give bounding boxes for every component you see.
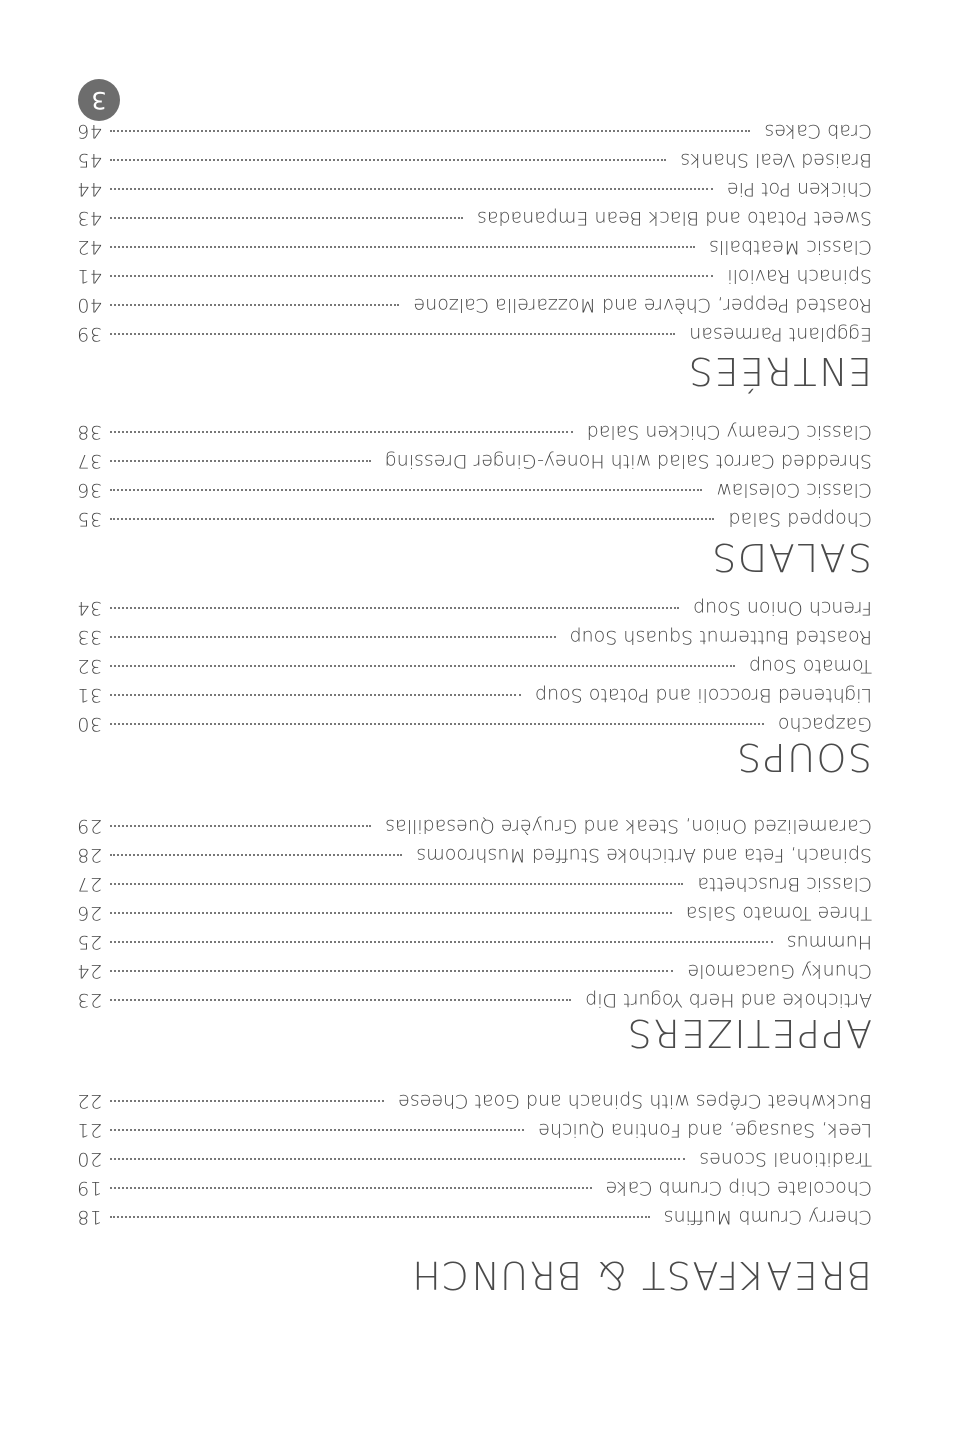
entry-title: Lightened Broccoli and Potato Soup <box>534 684 872 706</box>
dot-leader <box>110 159 666 161</box>
entry-page: 44 <box>76 178 102 200</box>
entry-page: 39 <box>76 323 102 345</box>
entry-page: 23 <box>76 989 102 1011</box>
toc-entry[interactable] <box>78 147 872 171</box>
dot-leader <box>110 941 773 943</box>
entry-title: Crab Cakes <box>764 120 872 142</box>
entry-title: Spinach, Feta and Artichoke Stuffed Mushrooms <box>416 844 872 866</box>
section-title-soups: SOUPS <box>735 735 872 779</box>
entry-page: 42 <box>76 236 102 258</box>
toc-entry[interactable] <box>78 205 872 229</box>
entry-page: 41 <box>76 265 102 287</box>
entry-page: 20 <box>76 1148 102 1170</box>
entry-title: Cherry Crumb Muffins <box>663 1206 872 1228</box>
dot-leader <box>110 636 556 638</box>
dot-leader <box>110 825 371 827</box>
toc-entry[interactable] <box>78 118 872 142</box>
toc-entry[interactable] <box>78 842 872 866</box>
toc-entry[interactable] <box>78 813 872 837</box>
toc-entry[interactable] <box>78 871 872 895</box>
toc-entry[interactable] <box>78 1175 872 1199</box>
entry-page: 33 <box>76 626 102 648</box>
entry-title: Leek, Sausage, and Fontina Quiche <box>538 1119 872 1141</box>
dot-leader <box>110 275 713 277</box>
entry-title: Eggplant Parmesan <box>689 323 872 345</box>
dot-leader <box>110 694 521 696</box>
entry-page: 46 <box>76 120 102 142</box>
entry-page: 19 <box>76 1177 102 1199</box>
entry-title: Classic Creamy Chicken Salad <box>586 421 872 443</box>
entry-page: 25 <box>76 931 102 953</box>
entry-page: 35 <box>76 508 102 530</box>
entry-title: Caramelized Onion, Steak and Gruyère Quesadillas <box>385 815 872 837</box>
toc-entry[interactable] <box>78 1146 872 1170</box>
entry-page: 34 <box>76 597 102 619</box>
dot-leader <box>110 607 679 609</box>
toc-entry[interactable] <box>78 653 872 677</box>
dot-leader <box>110 130 750 132</box>
entry-title: Shredded Carrot Salad with Honey-Ginger Dressing <box>385 450 872 472</box>
entry-page: 28 <box>76 844 102 866</box>
dot-leader <box>110 489 702 491</box>
dot-leader <box>110 883 683 885</box>
entry-title: Braised Veal Shanks <box>680 149 872 171</box>
section-title-appetizers: APPETIZERS <box>626 1011 872 1055</box>
entry-title: Gazpacho <box>777 713 872 735</box>
entry-page: 31 <box>76 684 102 706</box>
entry-page: 40 <box>76 294 102 316</box>
entry-page: 27 <box>76 873 102 895</box>
toc-entry[interactable] <box>78 900 872 924</box>
toc-entry[interactable] <box>78 1088 872 1112</box>
entry-page: 38 <box>76 421 102 443</box>
entry-page: 45 <box>76 149 102 171</box>
entry-page: 22 <box>76 1090 102 1112</box>
toc-entry[interactable] <box>78 234 872 258</box>
toc-entry[interactable] <box>78 987 872 1011</box>
entry-title: Chicken Pot Pie <box>726 178 872 200</box>
toc-entry[interactable] <box>78 682 872 706</box>
entry-title: Artichoke and Herb Yogurt Dip <box>585 989 872 1011</box>
toc-entry[interactable] <box>78 477 872 501</box>
entry-title: Roasted Butternut Squash Soup <box>569 626 872 648</box>
entry-title: Spinach Ravioli <box>727 265 872 287</box>
dot-leader <box>110 1100 384 1102</box>
section-title-salads: SALADS <box>710 535 872 579</box>
entry-title: Traditional Scones <box>699 1148 872 1170</box>
entry-page: 36 <box>76 479 102 501</box>
entry-title: Roasted Pepper, Chèvre and Mozzarella Calzone <box>413 294 872 316</box>
entry-page: 29 <box>76 815 102 837</box>
toc-entry[interactable] <box>78 1204 872 1228</box>
dot-leader <box>110 460 371 462</box>
entry-title: Chunky Guacamole <box>687 960 872 982</box>
toc-entry[interactable] <box>78 506 872 530</box>
entry-title: French Onion Soup <box>693 597 872 619</box>
dot-leader <box>110 1216 650 1218</box>
dot-leader <box>110 188 713 190</box>
dot-leader <box>110 912 672 914</box>
section-title-entrees: ENTRÉES <box>687 349 872 393</box>
entry-page: 24 <box>76 960 102 982</box>
toc-entry[interactable] <box>78 929 872 953</box>
entry-title: Three Tomato Salsa <box>685 902 872 924</box>
toc-entry[interactable] <box>78 448 872 472</box>
dot-leader <box>110 333 675 335</box>
entry-page: 21 <box>76 1119 102 1141</box>
entry-title: Classic Bruschetta <box>697 873 872 895</box>
toc-entry[interactable] <box>78 263 872 287</box>
toc-entry[interactable] <box>78 624 872 648</box>
toc-entry[interactable] <box>78 595 872 619</box>
entry-page: 30 <box>76 713 102 735</box>
toc-entry[interactable] <box>78 958 872 982</box>
dot-leader <box>110 665 735 667</box>
entry-title: Classic Meatballs <box>708 236 872 258</box>
dot-leader <box>110 431 573 433</box>
entry-page: 32 <box>76 655 102 677</box>
dot-leader <box>110 304 399 306</box>
entry-page: 37 <box>76 450 102 472</box>
toc-entry[interactable] <box>78 176 872 200</box>
dot-leader <box>110 217 463 219</box>
entry-title: Tomato Soup <box>748 655 872 677</box>
entry-title: Hummus <box>786 931 872 953</box>
toc-entry[interactable] <box>78 419 872 443</box>
dot-leader <box>110 1158 685 1160</box>
section-title-breakfast-brunch: BREAKFAST & BRUNCH <box>410 1253 872 1297</box>
dot-leader <box>110 970 673 972</box>
toc-entry[interactable] <box>78 1117 872 1141</box>
entry-title: Classic Coleslaw <box>716 479 872 501</box>
dot-leader <box>110 854 402 856</box>
dot-leader <box>110 1187 592 1189</box>
toc-entry[interactable] <box>78 711 872 735</box>
dot-leader <box>110 518 714 520</box>
dot-leader <box>110 999 571 1001</box>
entry-title: Chopped Salad <box>728 508 872 530</box>
dot-leader <box>110 246 695 248</box>
dot-leader <box>110 1129 524 1131</box>
entry-page: 18 <box>76 1206 102 1228</box>
toc-entry[interactable] <box>78 321 872 345</box>
entry-title: Sweet Potato and Black Bean Empanadas <box>476 207 872 229</box>
entry-title: Buckwheat Crêpes with Spinach and Goat Cheese <box>398 1090 872 1112</box>
toc-entry[interactable] <box>78 292 872 316</box>
entry-title: Chocolate Chip Crumb Cake <box>605 1177 872 1199</box>
entry-page: 26 <box>76 902 102 924</box>
dot-leader <box>110 723 764 725</box>
entry-page: 43 <box>76 207 102 229</box>
page-number-badge: 3 <box>78 79 120 121</box>
